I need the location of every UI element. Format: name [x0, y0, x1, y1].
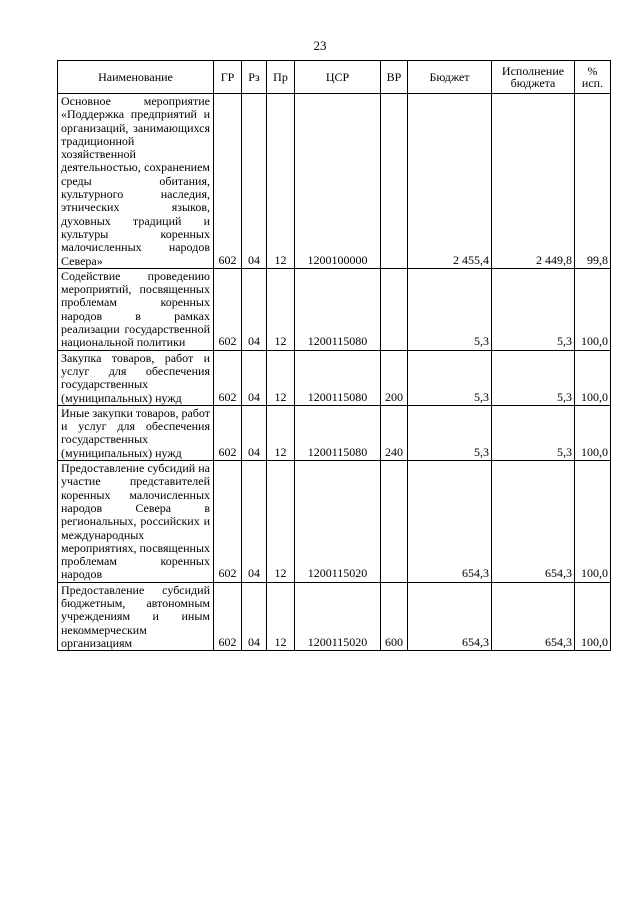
row-rz: 04: [242, 94, 267, 269]
row-vr: [381, 94, 408, 269]
header-percent: % исп.: [575, 61, 611, 94]
row-vr: 240: [381, 405, 408, 460]
table-row: [58, 268, 611, 350]
row-percent: 100,0: [575, 461, 611, 583]
row-budget: 5,3: [408, 405, 492, 460]
row-gr: 602: [214, 405, 242, 460]
table-row: [58, 405, 611, 460]
row-rz: 04: [242, 405, 267, 460]
row-name: Иные закупки товаров, работ и услуг для обеспечения государственных (муниципальных) нужд: [58, 405, 214, 460]
row-csr: 1200115020: [295, 461, 381, 583]
row-pr: 12: [267, 350, 295, 405]
row-execution: 5,3: [492, 405, 575, 460]
row-budget: 5,3: [408, 268, 492, 350]
table-row: [58, 582, 611, 650]
row-gr: 602: [214, 461, 242, 583]
row-name: Предоставление субсидий бюджетным, автономным учреждениям и иным некоммерческим организациям: [58, 582, 214, 650]
row-percent: 99,8: [575, 94, 611, 269]
header-budget: Бюджет: [408, 61, 492, 94]
header-name: Наименование: [58, 61, 214, 94]
table-row: [58, 461, 611, 583]
row-gr: 602: [214, 268, 242, 350]
header-vr: ВР: [381, 61, 408, 94]
row-vr: 200: [381, 350, 408, 405]
table-header-row: [58, 61, 611, 94]
row-csr: 1200115080: [295, 268, 381, 350]
row-pr: 12: [267, 461, 295, 583]
row-rz: 04: [242, 582, 267, 650]
row-csr: 1200100000: [295, 94, 381, 269]
row-name: Предоставление субсидий на участие представителей коренных малочисленных народов Севера в региональных, российских и международных мероприятиях, посвященных проблемам коренных народов: [58, 461, 214, 583]
header-csr: ЦСР: [295, 61, 381, 94]
header-gr: ГР: [214, 61, 242, 94]
row-pr: 12: [267, 582, 295, 650]
row-budget: 2 455,4: [408, 94, 492, 269]
row-execution: 5,3: [492, 350, 575, 405]
row-percent: 100,0: [575, 405, 611, 460]
row-gr: 602: [214, 582, 242, 650]
row-rz: 04: [242, 461, 267, 583]
row-execution: 2 449,8: [492, 94, 575, 269]
row-percent: 100,0: [575, 582, 611, 650]
row-execution: 654,3: [492, 461, 575, 583]
row-pr: 12: [267, 405, 295, 460]
row-vr: [381, 268, 408, 350]
header-rz: Рз: [242, 61, 267, 94]
row-rz: 04: [242, 268, 267, 350]
row-vr: [381, 461, 408, 583]
row-vr: 600: [381, 582, 408, 650]
row-budget: 654,3: [408, 582, 492, 650]
row-csr: 1200115080: [295, 405, 381, 460]
row-name: Закупка товаров, работ и услуг для обеспечения государственных (муниципальных) нужд: [58, 350, 214, 405]
page-number: 23: [313, 38, 327, 53]
row-percent: 100,0: [575, 350, 611, 405]
row-csr: 1200115020: [295, 582, 381, 650]
header-execution: Исполнение бюджета: [492, 61, 575, 94]
row-gr: 602: [214, 94, 242, 269]
row-execution: 654,3: [492, 582, 575, 650]
budget-table: [57, 60, 611, 651]
row-name: Содействие проведению мероприятий, посвященных проблемам коренных народов в рамках реализации государственной национальной политики: [58, 268, 214, 350]
row-pr: 12: [267, 94, 295, 269]
row-pr: 12: [267, 268, 295, 350]
table-row: [58, 350, 611, 405]
row-execution: 5,3: [492, 268, 575, 350]
row-rz: 04: [242, 350, 267, 405]
row-budget: 5,3: [408, 350, 492, 405]
row-gr: 602: [214, 350, 242, 405]
table-row: [58, 94, 611, 269]
header-pr: Пр: [267, 61, 295, 94]
row-csr: 1200115080: [295, 350, 381, 405]
row-percent: 100,0: [575, 268, 611, 350]
row-name: Основное мероприятие «Поддержка предприятий и организаций, занимающихся традиционной хозяйственной деятельностью, сохранением среды обитания, культурного наследия, этнических языков, духовных традиций и культуры коренных малочисленных народов Севера»: [58, 94, 214, 269]
row-budget: 654,3: [408, 461, 492, 583]
